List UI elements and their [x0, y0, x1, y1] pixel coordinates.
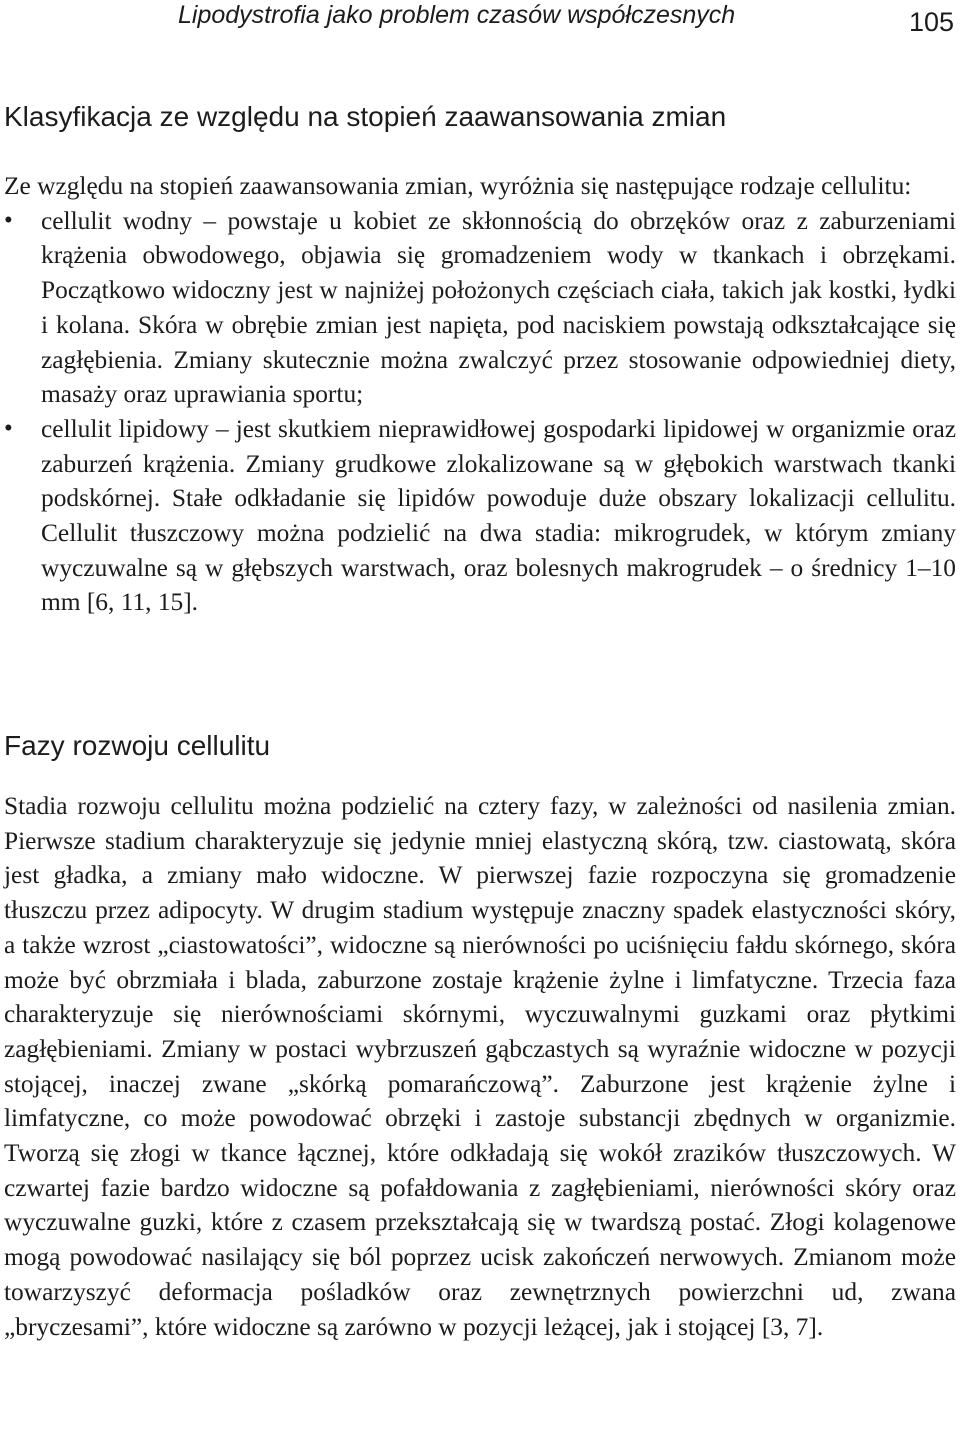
page-number: 105 [908, 7, 954, 37]
section-heading-classification: Klasyfikacja ze względu na stopień zaawansowania zmian [4, 101, 727, 132]
bullet-icon: • [4, 414, 13, 442]
bullet-icon: • [4, 206, 13, 234]
list-item [4, 204, 956, 412]
running-header-title: Lipodystrofia jako problem czasów współczesnych [178, 1, 736, 29]
classification-section [4, 169, 956, 620]
classification-intro: Ze względu na stopień zaawansowania zmian, wyróżnia się następujące rodzaje cellulitu: [4, 172, 912, 200]
list-item-text: cellulit wodny – powstaje u kobiet ze skłonnością do obrzęków oraz z zaburzeniami krążenia obwodowego, objawia się gromadzeniem wody w tkankach i obrzękami. Początkowo widoczny jest w najniżej położonych częściach ciała, takich jak kostki, łydki i kolana. Skóra w obrębie zmian jest napięta, pod naciskiem powstają odkształcające się zagłębienia. Zmiany skutecznie można zwalczyć przez stosowanie odpowiedniej diety, masaży oraz uprawiania sportu; [41, 206, 956, 409]
phases-paragraph: Stadia rozwoju cellulitu można podzielić na cztery fazy, w zależności od nasilenia zmian. Pierwsze stadium charakteryzuje się jedynie mniej elastyczną skórą, tzw. ciastowatą, skóra jest gładka, a zmiany mało widoczne. W pierwszej fazie rozpoczyna się gromadzenie tłuszczu przez adipocyty. W drugim stadium występuje znaczny spadek elastyczności skóry, a także wzrost „ciastowatości”, widoczne są nierówności po uciśnięciu fałdu skórnego, skóra może być obrzmiała i blada, zaburzone zostaje krążenie żylne i limfatyczne. Trzecia faza charakteryzuje się nierównościami skórnymi, wyczuwalnymi guzkami oraz płytkimi zagłębieniami. Zmiany w postaci wybrzuszeń gąbczastych są wyraźnie widoczne w pozycji stojącej, inaczej zwane „skórką pomarańczową”. Zaburzone jest krążenie żylne i limfatyczne, co może powodować obrzęki i zastoje substancji zbędnych w organizmie. Tworzą się złogi w tkance łącznej, które odkładają się wokół zrazików tłuszczowych. W czwartej fazie bardzo widoczne są pofałdowania z zagłębieniami, nierówności skóry oraz wyczuwalne guzki, które z czasem przekształcają się w twardszą postać. Złogi kolagenowe mogą powodować nasilający się ból poprzez ucisk zakończeń nerwowych. Zmianom może towarzyszyć deformacja pośladków oraz zewnętrznych powierzchni ud, zwana „bryczesami”, które widoczne są zarówno w pozycji leżącej, jak i stojącej [3, 7]. [4, 792, 956, 1341]
list-item-text: cellulit lipidowy – jest skutkiem nieprawidłowej gospodarki lipidowej w organizmie oraz zaburzeń krążenia. Zmiany grudkowe zlokalizowane są w głębokich warstwach tkanki podskórnej. Stałe odkładanie się lipidów powoduje duże obszary lokalizacji cellulitu. Cellulit tłuszczowy można podzielić na dwa stadia: mikrogrudek, w którym zmiany wyczuwalne są w głębszych warstwach, oraz bolesnych makrogrudek – o średnicy 1–10 mm [6, 11, 15]. [41, 414, 956, 617]
cellulite-types-list [4, 204, 956, 620]
list-item [4, 412, 956, 620]
section-heading-phases: Fazy rozwoju cellulitu [4, 730, 271, 761]
